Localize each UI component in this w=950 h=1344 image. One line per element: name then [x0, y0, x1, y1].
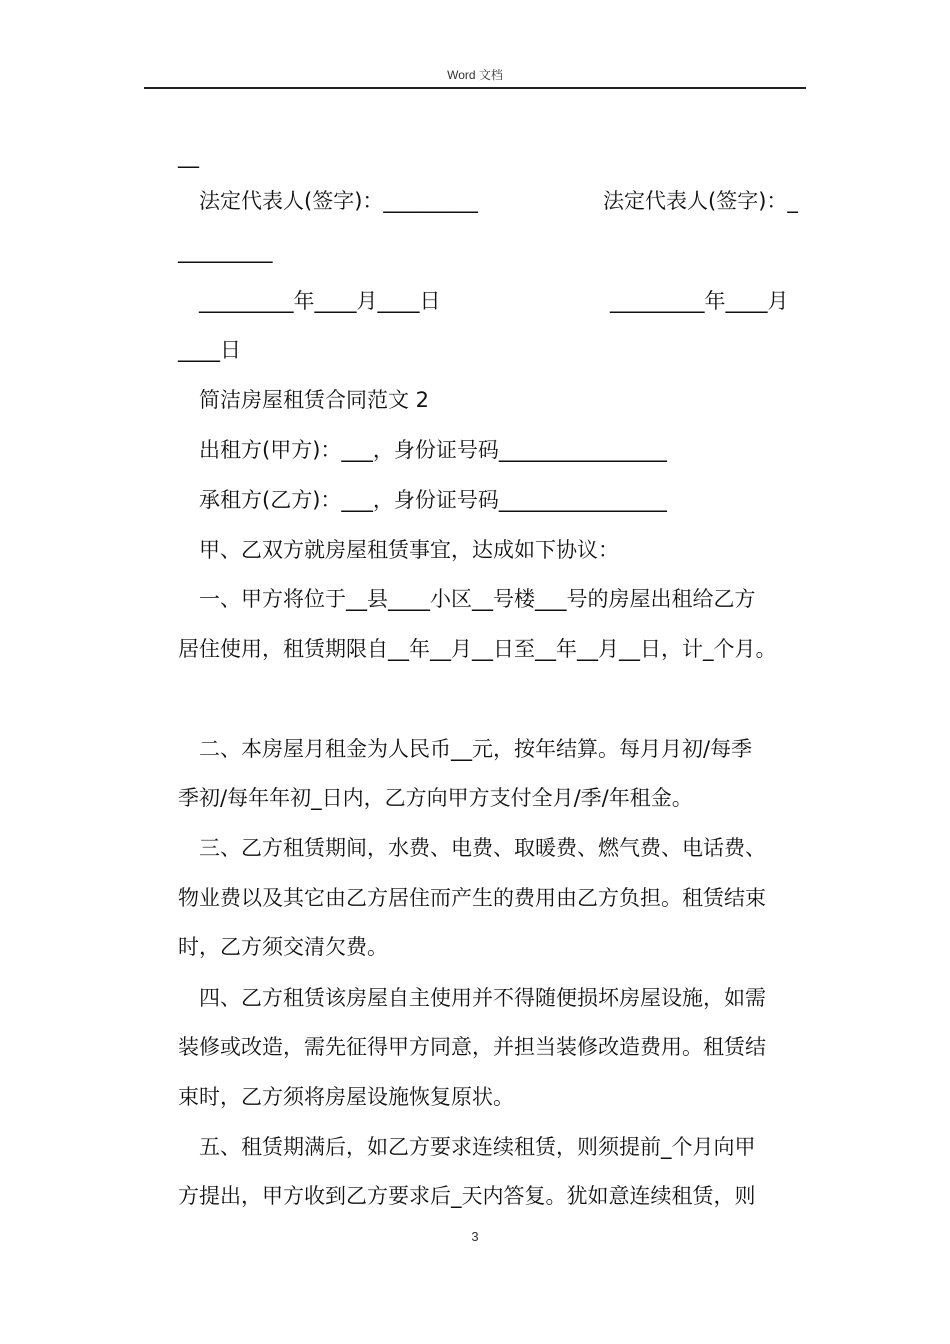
header-rule	[144, 87, 806, 89]
text-line: 简洁房屋租赁合同范文 2	[199, 388, 430, 412]
text-line: 出租方(甲方)：___，身份证号码________________	[199, 438, 667, 462]
text-line: 束时，乙方须将房屋设施恢复原状。	[178, 1085, 514, 1109]
page-number: 3	[471, 1229, 479, 1244]
text-line: 法定代表人(签字)：_	[603, 189, 798, 213]
text-line: 三、乙方租赁期间，水费、电费、取暖费、燃气费、电话费、	[199, 836, 766, 860]
text-line: _________年____月____日	[199, 289, 441, 313]
text-line: 四、乙方租赁该房屋自主使用并不得随便损坏房屋设施，如需	[199, 986, 766, 1010]
text-line: 季初/每年年初_日内，乙方向甲方支付全月/季/年租金。	[178, 786, 693, 810]
page-header: Word 文档	[447, 68, 503, 82]
text-line: 甲、乙双方就房屋租赁事宜，达成如下协议：	[199, 538, 619, 562]
text-line: 时，乙方须交清欠费。	[178, 935, 388, 959]
text-line: _________年____月	[610, 289, 789, 313]
text-line: 装修或改造，需先征得甲方同意，并担当装修改造费用。租赁结	[178, 1035, 766, 1059]
text-line: 一、甲方将位于__县____小区__号楼___号的房屋出租给乙方	[199, 587, 756, 611]
text-line: 方提出，甲方收到乙方要求后_天内答复。犹如意连续租赁，则	[178, 1184, 756, 1208]
text-line: 法定代表人(签字)：_________	[199, 189, 478, 213]
text-line: 物业费以及其它由乙方居住而产生的费用由乙方负担。租赁结束	[178, 886, 766, 910]
text-line: ____日	[178, 338, 241, 362]
text-line: 五、租赁期满后，如乙方要求连续租赁，则须提前_个月向甲	[199, 1135, 756, 1159]
text-line: 承租方(乙方)：___，身份证号码________________	[199, 488, 667, 512]
text-line: __	[178, 144, 199, 168]
text-line: _________	[178, 239, 273, 263]
text-line: 居住使用，租赁期限自__年__月__日至__年__月__日，计_个月。	[178, 637, 777, 661]
text-line: 二、本房屋月租金为人民币__元，按年结算。每月月初/每季	[199, 737, 753, 761]
